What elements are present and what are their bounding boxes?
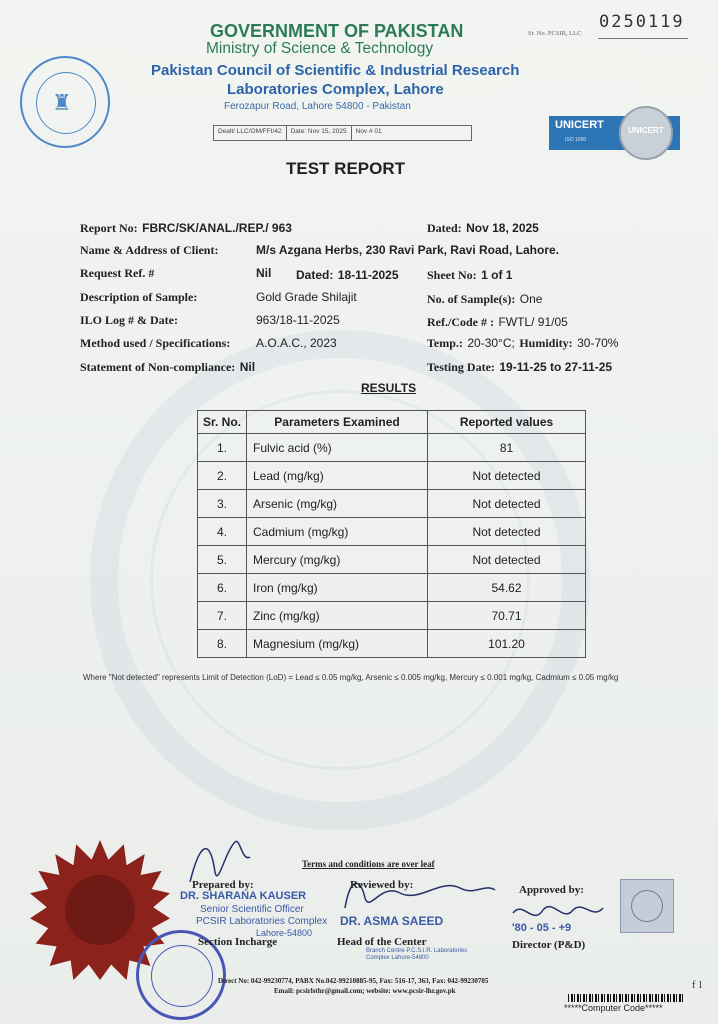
samples-label: No. of Sample(s):	[427, 292, 516, 306]
sr-cell: 8.	[198, 630, 247, 658]
report-no-label: Report No:	[80, 221, 138, 235]
parameter-cell: Zinc (mg/kg)	[247, 602, 428, 630]
reference-box	[213, 125, 472, 141]
sr-cell: 4.	[198, 518, 247, 546]
parameter-cell: Magnesium (mg/kg)	[247, 630, 428, 658]
prepared-role: Section Incharge	[198, 936, 278, 948]
page-marker: f 1	[692, 980, 703, 991]
description-label: Description of Sample:	[80, 290, 198, 304]
temp-value: 20-30°C;	[467, 336, 515, 350]
request-label: Request Ref. #	[80, 266, 155, 280]
header-council: Pakistan Council of Scientific & Industrial Research	[151, 62, 520, 79]
value-cell: Not detected	[428, 518, 586, 546]
contact-phones: Direct No: 042-99230774, PABX No.042-99210885-95, Fax: 516-17, 363, Fax: 042-99230705	[218, 977, 489, 985]
client-value: M/s Azgana Herbs, 230 Ravi Park, Ravi Road, Lahore.	[256, 243, 559, 257]
sr-cell: 5.	[198, 546, 247, 574]
parameter-cell: Cadmium (mg/kg)	[247, 518, 428, 546]
serial-number: 0250119	[599, 12, 685, 32]
flame-icon: ♜	[52, 90, 72, 115]
sr-cell: 6.	[198, 574, 247, 602]
request-value: Nil	[256, 266, 272, 280]
serial-underline	[598, 38, 688, 39]
table-row	[198, 602, 586, 630]
contact-email: Email: pcsirlsthr@gmail.com; website: www.pcsir-lhr.gov.pk	[274, 987, 456, 995]
value-cell: Not detected	[428, 462, 586, 490]
reference-dealt: Dealt/ LLC/OM/FFI/42	[214, 126, 287, 140]
sr-cell: 1.	[198, 434, 247, 462]
reviewed-role: Head of the Center	[337, 936, 427, 948]
samples-row	[427, 290, 542, 308]
table-row	[198, 518, 586, 546]
testing-label: Testing Date:	[427, 360, 495, 374]
method-value: A.O.A.C., 2023	[256, 336, 337, 350]
testing-value: 19-11-25 to 27-11-25	[499, 360, 613, 374]
approved-date-stamp: '80 - 05 - +9	[512, 922, 572, 934]
header-laboratory: Laboratories Complex, Lahore	[227, 81, 444, 98]
approved-role: Director (P&D)	[512, 939, 586, 951]
reference-date: Date: Nov 15, 2025	[287, 126, 352, 140]
parameter-cell: Lead (mg/kg)	[247, 462, 428, 490]
results-header-row	[198, 411, 586, 434]
header-address: Ferozapur Road, Lahore 54800 - Pakistan	[224, 101, 411, 112]
parameter-cell: Iron (mg/kg)	[247, 574, 428, 602]
value-cell: 54.62	[428, 574, 586, 602]
approved-label: Approved by:	[519, 884, 584, 896]
prepared-label: Prepared by:	[192, 879, 254, 891]
unicert-seal	[619, 106, 673, 160]
noncompliance-value: Nil	[239, 360, 256, 374]
value-cell: 70.71	[428, 602, 586, 630]
testing-row	[427, 358, 612, 376]
results-table	[197, 410, 586, 658]
description-value: Gold Grade Shilajit	[256, 290, 357, 304]
prepared-title: Senior Scientific Officer	[200, 904, 304, 915]
table-row	[198, 574, 586, 602]
samples-value: One	[519, 292, 543, 306]
unicert-name: UNICERT	[555, 119, 604, 131]
report-no-value: FBRC/SK/ANAL./REP./ 963	[142, 221, 292, 235]
request-dated-value: 18-11-2025	[337, 268, 399, 282]
refcode-row	[427, 313, 568, 331]
results-heading: RESULTS	[361, 381, 417, 395]
report-no-row	[80, 219, 292, 237]
table-row	[198, 462, 586, 490]
humidity-label: Humidity:	[519, 336, 573, 350]
table-row	[198, 490, 586, 518]
page-title: TEST REPORT	[286, 159, 406, 178]
refcode-label: Ref./Code # :	[427, 315, 494, 329]
temp-row	[427, 334, 618, 352]
parameter-cell: Arsenic (mg/kg)	[247, 490, 428, 518]
noncompliance-label: Statement of Non-compliance:	[80, 360, 236, 374]
sheet-row	[427, 266, 512, 284]
temp-label: Temp.:	[427, 336, 463, 350]
dated-value: Nov 18, 2025	[466, 221, 539, 235]
method-label: Method used / Specifications:	[80, 336, 231, 350]
request-dated-label: Dated:	[296, 268, 334, 282]
value-cell: Not detected	[428, 546, 586, 574]
column-header-value: Reported values	[428, 411, 586, 434]
header-ministry: Ministry of Science & Technology	[206, 40, 434, 57]
client-label: Name & Address of Client:	[80, 243, 219, 257]
value-cell: 101.20	[428, 630, 586, 658]
computer-code: *****Computer Code*****	[564, 1003, 663, 1013]
sheet-value: 1 of 1	[481, 268, 513, 282]
reviewed-signature	[340, 868, 500, 918]
reviewed-name: DR. ASMA SAEED	[340, 914, 444, 928]
barcode	[568, 994, 685, 1002]
table-row	[198, 630, 586, 658]
column-header-sr: Sr. No.	[198, 411, 247, 434]
dated-label: Dated:	[427, 221, 462, 235]
column-header-parameter: Parameters Examined	[247, 411, 428, 434]
table-row	[198, 434, 586, 462]
reviewed-label: Reviewed by:	[350, 879, 414, 891]
serial-label: Sr. No. PCSIR, LLC	[528, 30, 582, 37]
terms-link: Terms and conditions are over leaf	[302, 859, 435, 869]
reviewed-stamp: Branch Centre P.C.S.I.R. Laboratories Complex Lahore-54800	[366, 948, 468, 961]
pcsir-logo	[20, 56, 110, 148]
prepared-city: Lahore-54800	[256, 928, 313, 938]
sr-cell: 2.	[198, 462, 247, 490]
refcode-value: FWTL/ 91/05	[498, 315, 568, 329]
prepared-org: PCSIR Laboratories Complex	[196, 916, 328, 927]
detection-limit-note: Where "Not detected" represents Limit of Detection (LoD) = Lead ≤ 0.05 mg/kg, Arsenic ≤ 0.005 mg/kg, Mercury ≤ 0.001 mg/kg, Cadmium ≤ 0.05 mg/kg	[83, 673, 619, 682]
ilo-label: ILO Log # & Date:	[80, 313, 178, 327]
approval-seal	[620, 879, 674, 933]
parameter-cell: Fulvic acid (%)	[247, 434, 428, 462]
header-government: GOVERNMENT OF PAKISTAN	[210, 21, 464, 41]
ilo-value: 963/18-11-2025	[256, 313, 340, 327]
noncompliance-row	[80, 358, 255, 376]
sr-cell: 3.	[198, 490, 247, 518]
table-row	[198, 546, 586, 574]
unicert-badge	[549, 116, 680, 150]
request-dated-row	[296, 266, 399, 284]
sr-cell: 7.	[198, 602, 247, 630]
parameter-cell: Mercury (mg/kg)	[247, 546, 428, 574]
reference-number: Nov # 01	[355, 128, 382, 135]
unicert-sub: ISO 1000	[565, 137, 587, 143]
unicert-seal-text: UNICERT	[628, 126, 664, 135]
value-cell: Not detected	[428, 490, 586, 518]
prepared-name: DR. SHARANA KAUSER	[180, 890, 307, 902]
value-cell: 81	[428, 434, 586, 462]
dated-row	[427, 219, 539, 237]
humidity-value: 30-70%	[577, 336, 619, 350]
sheet-label: Sheet No:	[427, 268, 477, 282]
